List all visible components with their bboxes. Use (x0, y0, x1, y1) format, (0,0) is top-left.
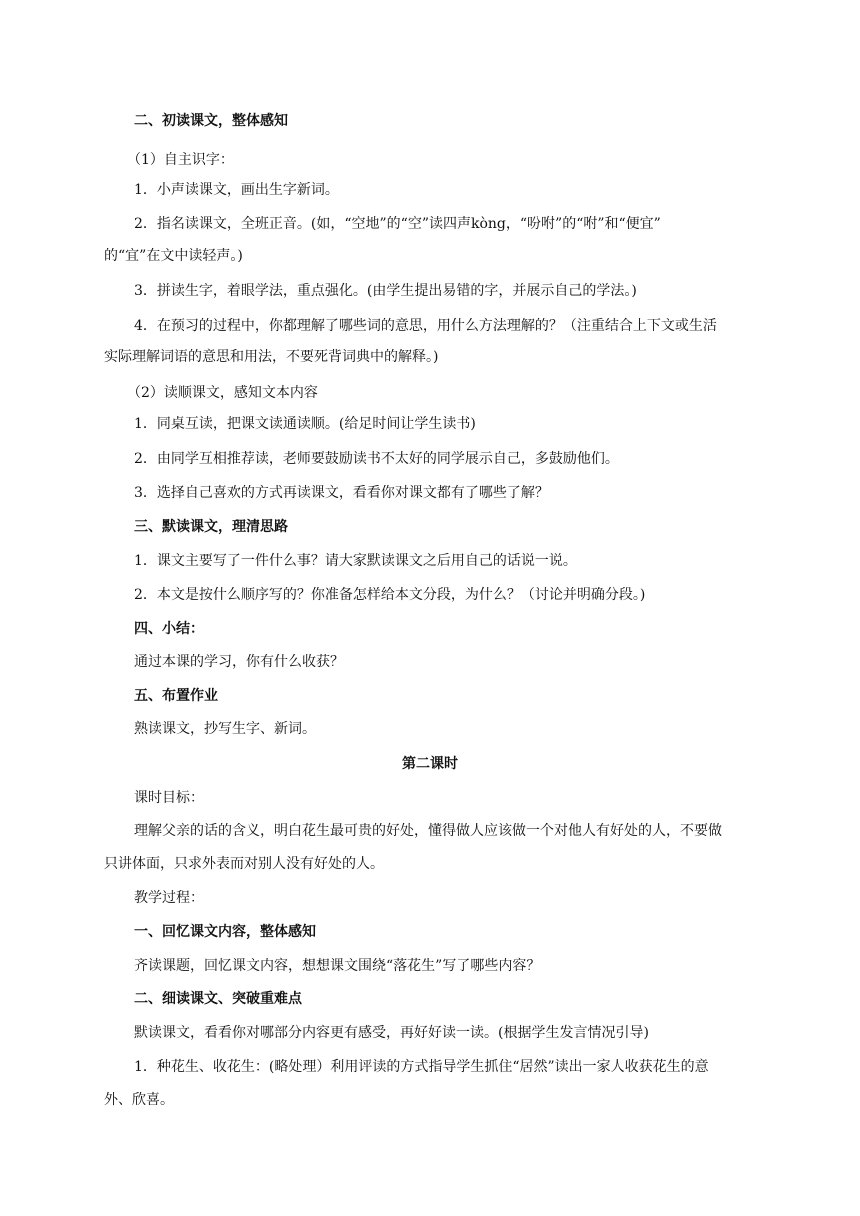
paragraph: 2．本文是按什么顺序写的？你准备怎样给本文分段，为什么？（讨论并明确分段。) (134, 587, 646, 603)
paragraph: 3．选择自己喜欢的方式再读课文，看看你对课文都有了哪些了解？ (134, 485, 549, 501)
paragraph: 2．由同学互相推荐读，老师要鼓励读书不太好的同学展示自己，多鼓励他们。 (134, 451, 619, 467)
paragraph: 3．拼读生字，着眼学法，重点强化。(由学生提出易错的字，并展示自己的学法。) (134, 283, 637, 299)
section-heading: 二、初读课文，整体感知 (134, 113, 288, 129)
paragraph: 4．在预习的过程中，你都理解了哪些词的意思，用什么方法理解的？（注重结合上下文或生活 (134, 318, 717, 334)
paragraph: 熟读课文，抄写生字、新词。 (134, 721, 316, 737)
section-heading: 四、小结： (134, 621, 204, 637)
paragraph: 1．种花生、收花生：(略处理）利用评读的方式指导学生抓住“居然”读出一家人收获花生的意 (134, 1059, 709, 1075)
paragraph: 教学过程： (134, 890, 204, 906)
paragraph: 通过本课的学习，你有什么收获？ (134, 654, 344, 670)
paragraph: 只讲体面，只求外表而对别人没有好处的人。 (104, 856, 384, 872)
paragraph: 外、欣喜。 (104, 1092, 174, 1108)
section-heading: 二、细读课文、突破重难点 (134, 991, 302, 1007)
sub-heading: （2）读顺课文，感知文本内容 (127, 385, 318, 401)
paragraph: 的“宜”在文中读轻声。) (104, 248, 243, 264)
paragraph: 课时目标： (134, 790, 204, 806)
section-heading: 三、默读课文，理清思路 (134, 519, 288, 535)
paragraph: 2．指名读课文，全班正音。(如，“空地”的“空”读四声kòng，“吩咐”的“咐”和“便宜” (134, 216, 661, 232)
paragraph: 1．同桌互读，把课文读通读顺。(给足时间让学生读书) (134, 416, 476, 432)
section-heading: 五、布置作业 (134, 688, 218, 704)
lesson-title: 第二课时 (402, 756, 458, 772)
paragraph: 理解父亲的话的含义，明白花生最可贵的好处，懂得做人应该做一个对他人有好处的人，不要做 (134, 823, 722, 839)
paragraph: 默读课文，看看你对哪部分内容更有感受，再好好读一读。(根据学生发言情况引导) (134, 1025, 649, 1041)
paragraph: 实际理解词语的意思和用法，不要死背词典中的解释。) (104, 349, 439, 365)
sub-heading: （1）自主识字： (127, 152, 234, 168)
paragraph: 1．课文主要写了一件什么事？请大家默读课文之后用自己的话说一说。 (134, 553, 577, 569)
paragraph: 齐读课题，回忆课文内容，想想课文围绕“落花生”写了哪些内容？ (134, 958, 541, 974)
section-heading: 一、回忆课文内容，整体感知 (134, 924, 316, 940)
paragraph: 1．小声读课文，画出生字新词。 (134, 182, 339, 198)
